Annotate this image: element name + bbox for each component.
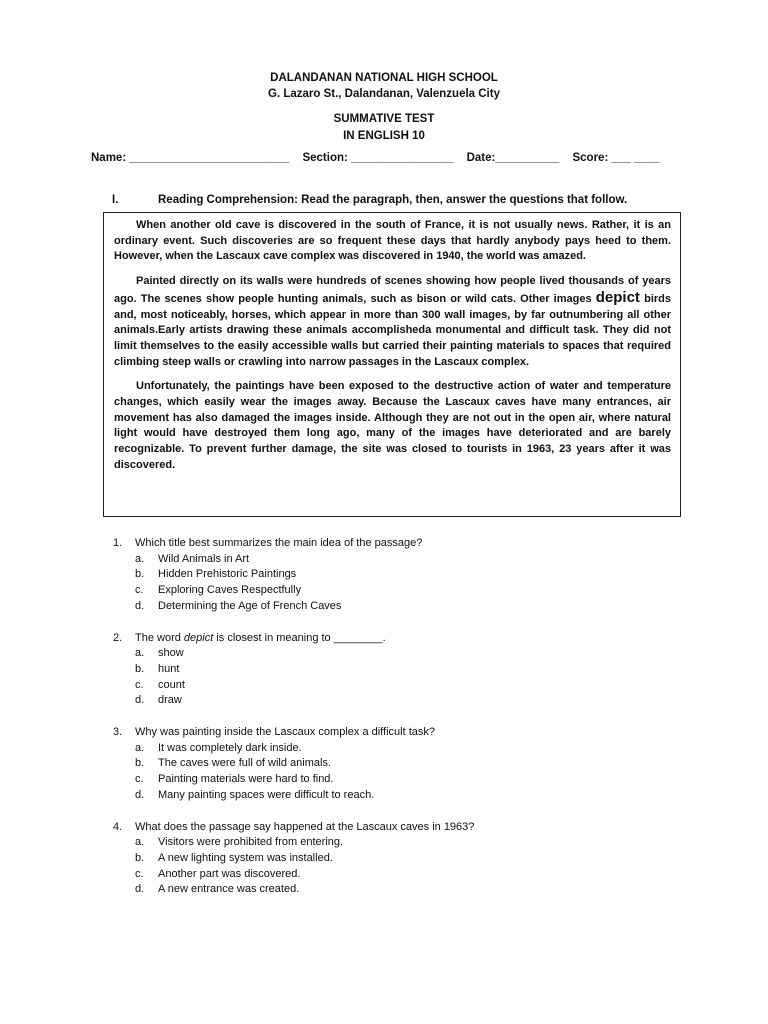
question-text: Why was painting inside the Lascaux complex a difficult task? <box>135 726 436 739</box>
question-stem <box>113 820 673 836</box>
question-text-end: is closest in meaning to ________. <box>213 631 386 644</box>
answer-option[interactable] <box>113 678 673 694</box>
option-letter: a. <box>135 552 145 565</box>
school-header <box>0 70 768 102</box>
option-text: Painting materials were hard to find. <box>158 773 334 786</box>
name-field: Name: _________________________ <box>91 152 290 164</box>
answer-option[interactable] <box>113 835 673 851</box>
answer-option[interactable] <box>113 693 673 709</box>
question-stem <box>113 725 673 741</box>
question-2 <box>113 631 673 710</box>
option-letter: a. <box>135 647 145 660</box>
option-letter: b. <box>135 568 145 581</box>
question-3 <box>113 725 673 804</box>
question-number: 3. <box>113 726 123 739</box>
answer-option[interactable] <box>113 646 673 662</box>
answer-option[interactable] <box>113 567 673 583</box>
question-text-start: The word <box>135 631 184 644</box>
test-subject: IN ENGLISH 10 <box>343 130 425 142</box>
question-text: Which title best summarizes the main idea of the passage? <box>135 537 423 549</box>
option-text: draw <box>158 694 182 707</box>
question-number: 1. <box>113 537 123 549</box>
option-letter: c. <box>135 773 144 786</box>
question-number: 2. <box>113 631 123 644</box>
passage-p2-end: birds and, most noticeably, horses, which appear in more than 300 wall images, by far outnumbering all other animals.Early artists drawing these animals accomplisheda monumental and difficult task. They did not limit themselves to the easily accessible walls but carried their painting materials to spaces that required climbing steep walls or crawling into narrow passages in the Lascaux complex. <box>114 292 671 368</box>
date-field: Date:__________ <box>466 152 560 164</box>
option-letter: d. <box>135 694 145 707</box>
answer-option[interactable] <box>113 599 673 615</box>
answer-option[interactable] <box>113 583 673 599</box>
option-text: Many painting spaces were difficult to reach. <box>158 788 375 801</box>
vocabulary-word: depict <box>595 288 640 306</box>
option-letter: b. <box>135 662 145 675</box>
option-text: Exploring Caves Respectfully <box>158 584 302 597</box>
answer-option[interactable] <box>113 772 673 788</box>
option-text: hunt <box>158 662 180 675</box>
question-number: 4. <box>113 820 123 833</box>
option-letter: c. <box>135 678 144 691</box>
option-letter: b. <box>135 851 145 864</box>
option-text: Hidden Prehistoric Paintings <box>158 568 297 581</box>
section-instruction: Reading Comprehension: Read the paragraph, then, answer the questions that follow. <box>158 194 628 206</box>
option-letter: d. <box>135 599 145 612</box>
answer-option[interactable] <box>113 882 673 898</box>
student-info-line <box>91 152 731 164</box>
question-1 <box>113 536 673 615</box>
section-number: I. <box>112 194 119 206</box>
section-heading <box>112 194 712 206</box>
option-letter: d. <box>135 883 145 896</box>
answer-option[interactable] <box>113 662 673 678</box>
option-text: Visitors were prohibited from entering. <box>158 836 344 849</box>
option-letter: c. <box>135 867 144 880</box>
option-text: The caves were full of wild animals. <box>158 757 332 770</box>
passage-paragraph-3: Unfortunately, the paintings have been exposed to the destructive action of water and temperature changes, which easily wear the images away. Because the Lascaux caves have many entrances, air movement has also damaged the images inside. Although they are not out in the open air, where natural light would have destroyed them long ago, many of the images have deteriorated and are barely recognizable. To prevent further damage, the site was closed to tourists in 1963, 23 years after it was discovered. <box>114 380 671 471</box>
answer-option[interactable] <box>113 756 673 772</box>
option-text: show <box>158 647 184 660</box>
answer-option[interactable] <box>113 788 673 804</box>
passage-p2-start: Painted directly on its walls were hundreds of scenes showing how people lived thousands of years ago. The scenes show people hunting animals, such as bison or wild cats. Other images <box>114 275 671 305</box>
question-text: What does the passage say happened at the Lascaux caves in 1963? <box>135 820 475 833</box>
question-stem <box>113 536 673 552</box>
answer-option[interactable] <box>113 552 673 568</box>
option-letter: a. <box>135 836 145 849</box>
option-text: count <box>158 678 185 691</box>
option-letter: d. <box>135 788 145 801</box>
test-title: SUMMATIVE TEST <box>333 113 435 125</box>
passage-paragraph-1: When another old cave is discovered in the south of France, it is not usually news. Rather, it is an ordinary event. Such discoveries are so frequent these days that hardly anybody pays heed to them. However, when the Lascaux cave complex was discovered in 1940, the world was amazed. <box>114 219 671 263</box>
section-field: Section: ________________ <box>302 152 454 164</box>
option-text: Determining the Age of French Caves <box>158 599 342 612</box>
answer-option[interactable] <box>113 851 673 867</box>
option-text: A new entrance was created. <box>158 883 300 896</box>
question-4 <box>113 820 673 899</box>
test-title-block <box>0 111 768 145</box>
option-text: It was completely dark inside. <box>158 741 302 754</box>
option-letter: c. <box>135 584 144 597</box>
option-text: Another part was discovered. <box>158 867 301 880</box>
question-stem <box>113 631 673 647</box>
question-list <box>113 536 673 914</box>
option-text: A new lighting system was installed. <box>158 851 333 864</box>
reading-passage <box>103 212 681 517</box>
answer-option[interactable] <box>113 867 673 883</box>
option-letter: a. <box>135 741 145 754</box>
school-name: DALANDANAN NATIONAL HIGH SCHOOL <box>270 72 498 84</box>
option-text: Wild Animals in Art <box>158 552 250 565</box>
answer-option[interactable] <box>113 741 673 757</box>
option-letter: b. <box>135 757 145 770</box>
school-address: G. Lazaro St., Dalandanan, Valenzuela City <box>268 88 500 100</box>
question-vocabulary-word: depict <box>183 631 214 644</box>
score-field: Score: ___ ____ <box>572 152 660 164</box>
passage-paragraph-2 <box>114 274 671 370</box>
